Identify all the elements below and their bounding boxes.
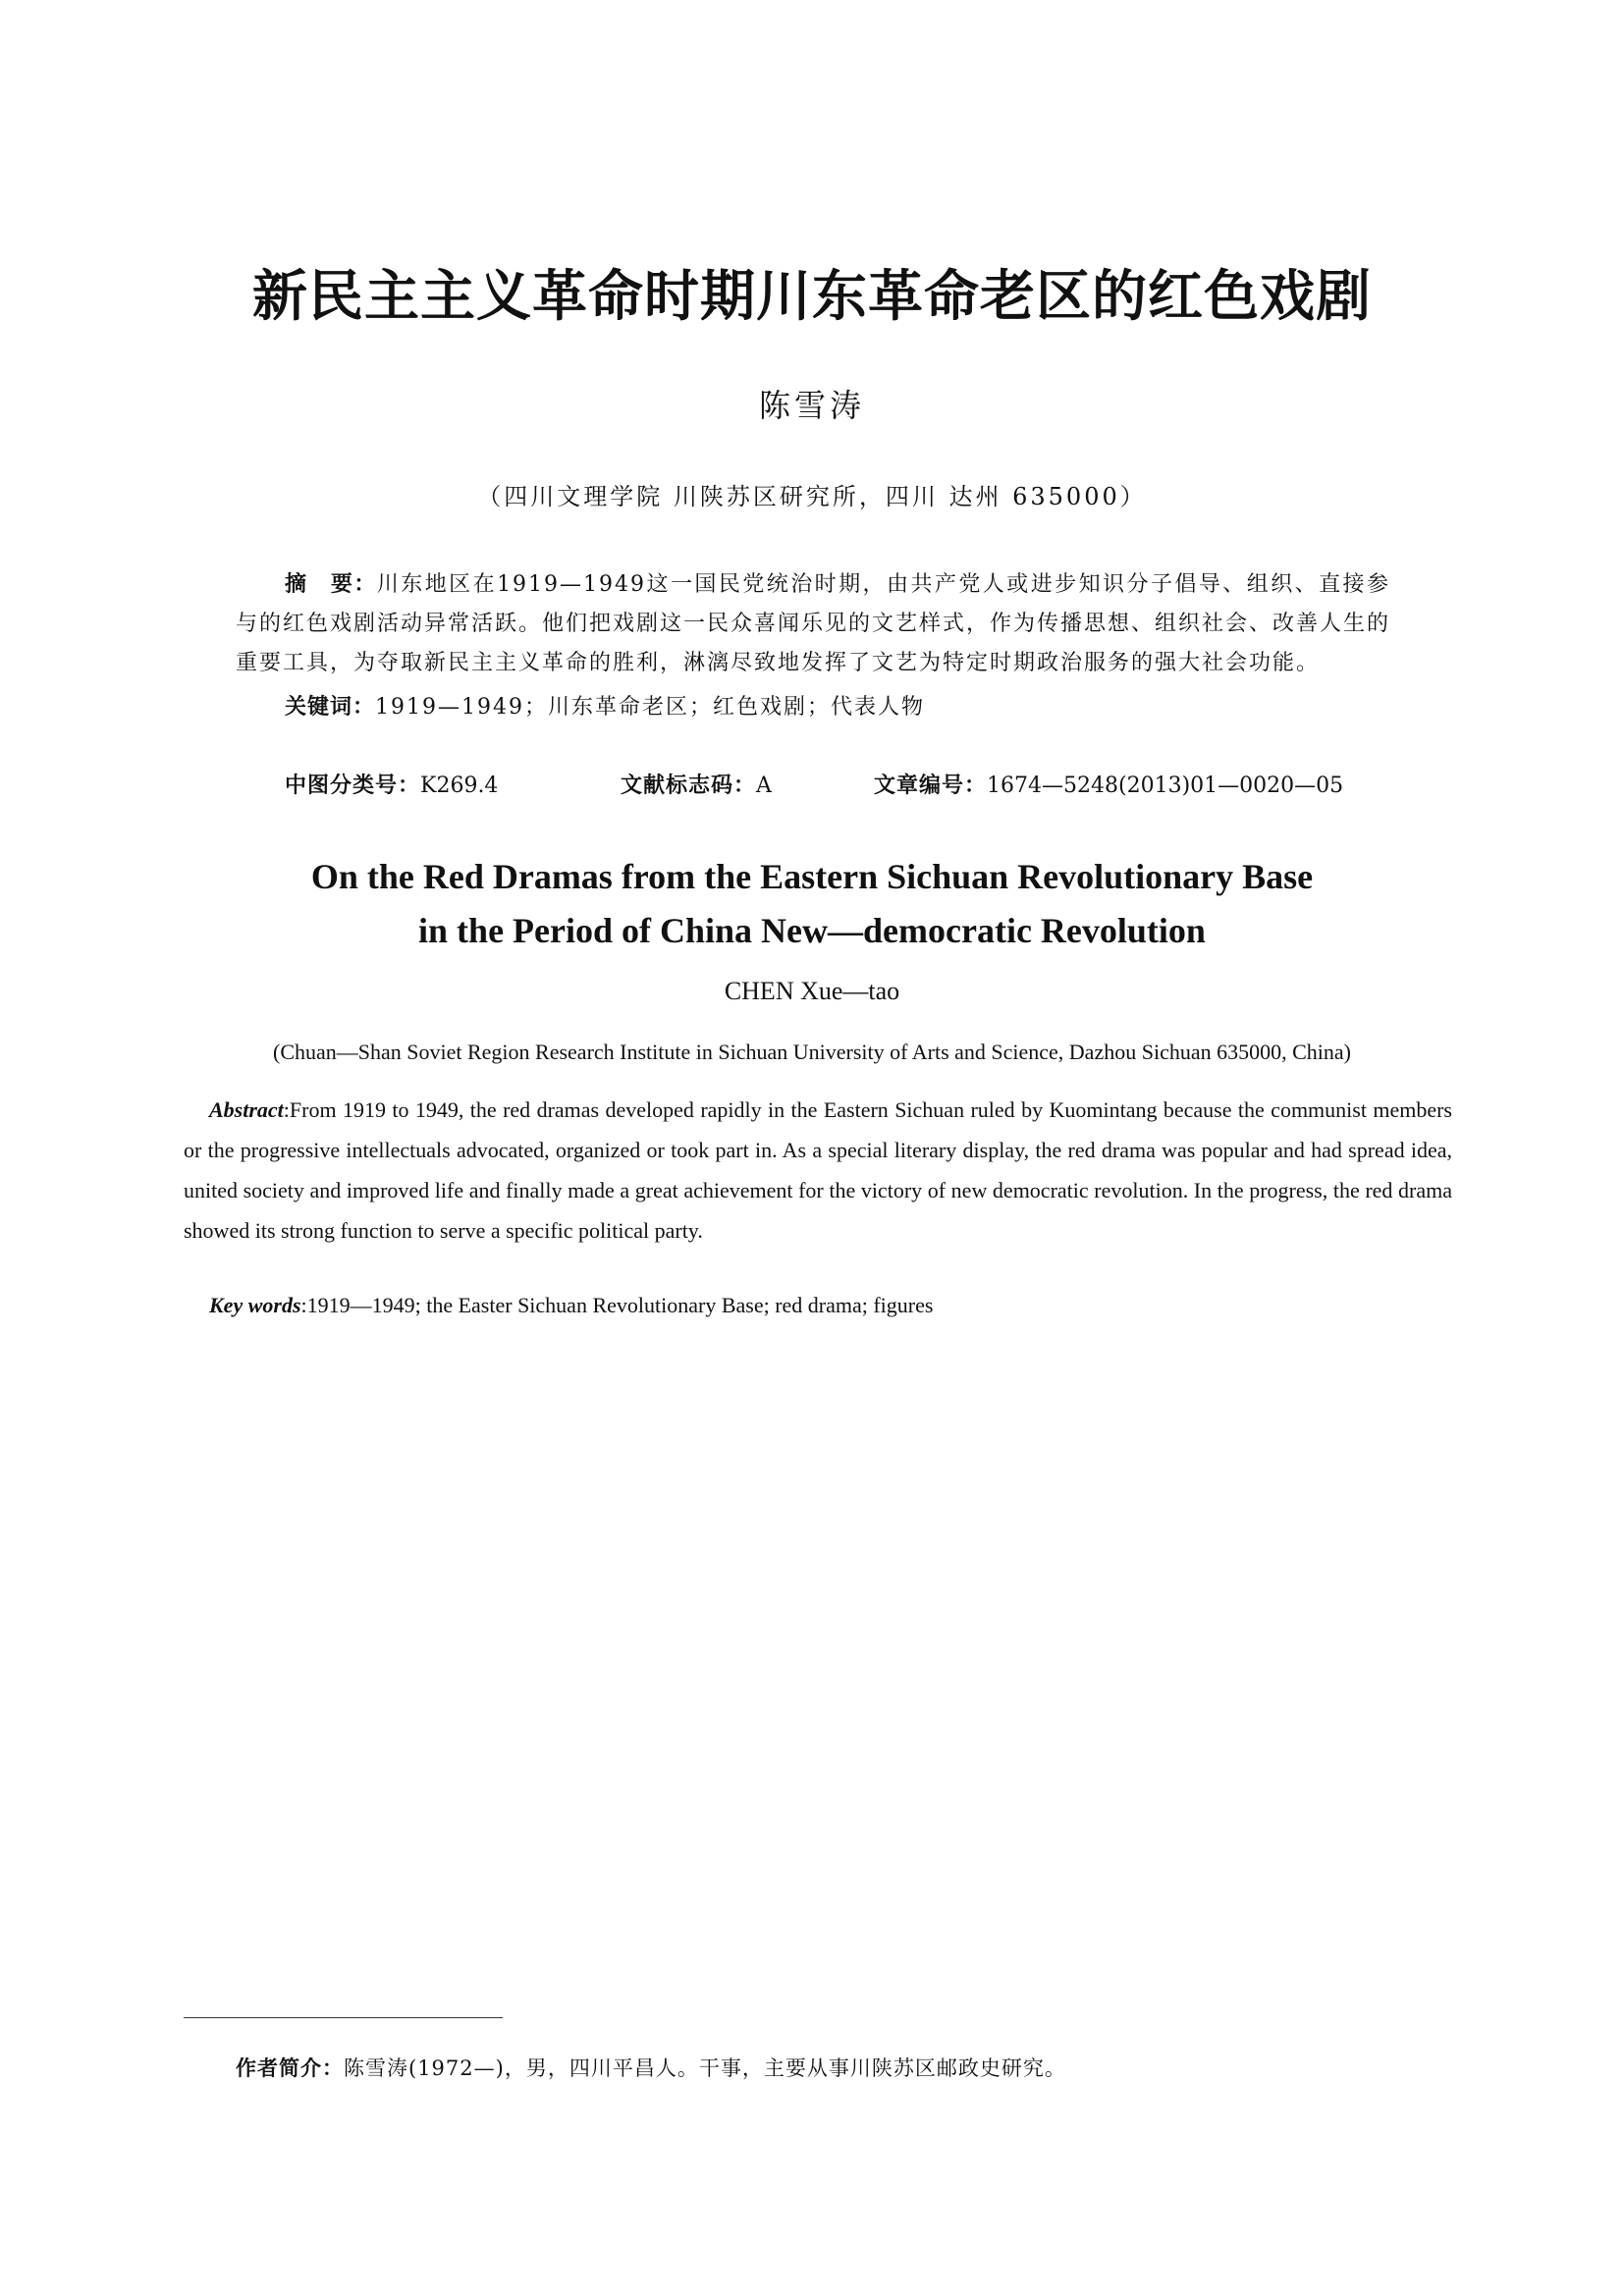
author-footnote — [236, 2054, 1066, 2083]
clc-label: 中图分类号： — [285, 774, 421, 798]
article-number — [874, 772, 1343, 801]
english-title — [0, 850, 1624, 958]
document-code — [621, 772, 772, 801]
english-keywords — [209, 1291, 933, 1320]
chinese-keywords-label: 关键词： — [285, 695, 376, 720]
english-abstract-text: :From 1919 to 1949, the red dramas developed rapidly in the Eastern Sichuan ruled by Kuomintang because the communist members or the progressive intellectuals advocated, organized or took part in. As a special literary display, the red drama was popular and had spread idea, united society and improved life and finally made a great achievement for the victory of new democratic revolution. In the progress, the red drama showed its strong function to serve a specific political party. — [184, 1097, 1452, 1243]
english-keywords-label: Key words — [209, 1293, 301, 1317]
english-author: CHEN Xue—tao — [724, 977, 900, 1005]
footnote-label: 作者简介： — [236, 2056, 344, 2080]
chinese-author: 陈雪涛 — [758, 387, 865, 424]
chinese-title: 新民主主义革命时期川东革命老区的红色戏剧 — [252, 265, 1372, 329]
document-code-value: A — [756, 774, 772, 798]
article-number-value: 1674—5248(2013)01—0020—05 — [987, 774, 1344, 798]
clc-value: K269.4 — [420, 774, 499, 798]
english-title-line-2: in the Period of China New—democratic Revolution — [418, 911, 1206, 950]
chinese-abstract — [236, 565, 1390, 683]
chinese-keywords — [285, 690, 925, 725]
clc-number — [285, 772, 498, 801]
chinese-abstract-label: 摘 要： — [285, 572, 377, 597]
english-abstract-label: Abstract — [209, 1097, 284, 1122]
footnote-divider — [184, 2017, 503, 2018]
chinese-abstract-text: 川东地区在1919—1949这一国民党统治时期，由共产党人或进步知识分子倡导、组织、直接参与的红色戏剧活动异常活跃。他们把戏剧这一民众喜闻乐见的文艺样式，作为传播思想、组织社会、改善人生的重要工具，为夺取新民主主义革命的胜利，淋漓尽致地发挥了文艺为特定时期政治服务的强大社会功能。 — [236, 572, 1391, 675]
chinese-affiliation: （四川文理学院 川陕苏区研究所，四川 达州 635000） — [477, 483, 1147, 510]
document-code-label: 文献标志码： — [621, 774, 757, 798]
english-title-line-1: On the Red Dramas from the Eastern Sichuan Revolutionary Base — [310, 857, 1314, 896]
english-keywords-text: :1919—1949; the Easter Sichuan Revolutionary Base; red drama; figures — [300, 1293, 934, 1317]
english-affiliation: (Chuan—Shan Soviet Region Research Institute in Sichuan University of Arts and Science, Dazhou Sichuan 635000, China) — [273, 1040, 1351, 1064]
article-number-label: 文章编号： — [874, 774, 988, 798]
chinese-keywords-text: 1919—1949；川东革命老区；红色戏剧；代表人物 — [375, 695, 925, 720]
footnote-text: 陈雪涛(1972—)，男，四川平昌人。干事，主要从事川陕苏区邮政史研究。 — [344, 2056, 1066, 2080]
english-abstract — [184, 1090, 1452, 1251]
